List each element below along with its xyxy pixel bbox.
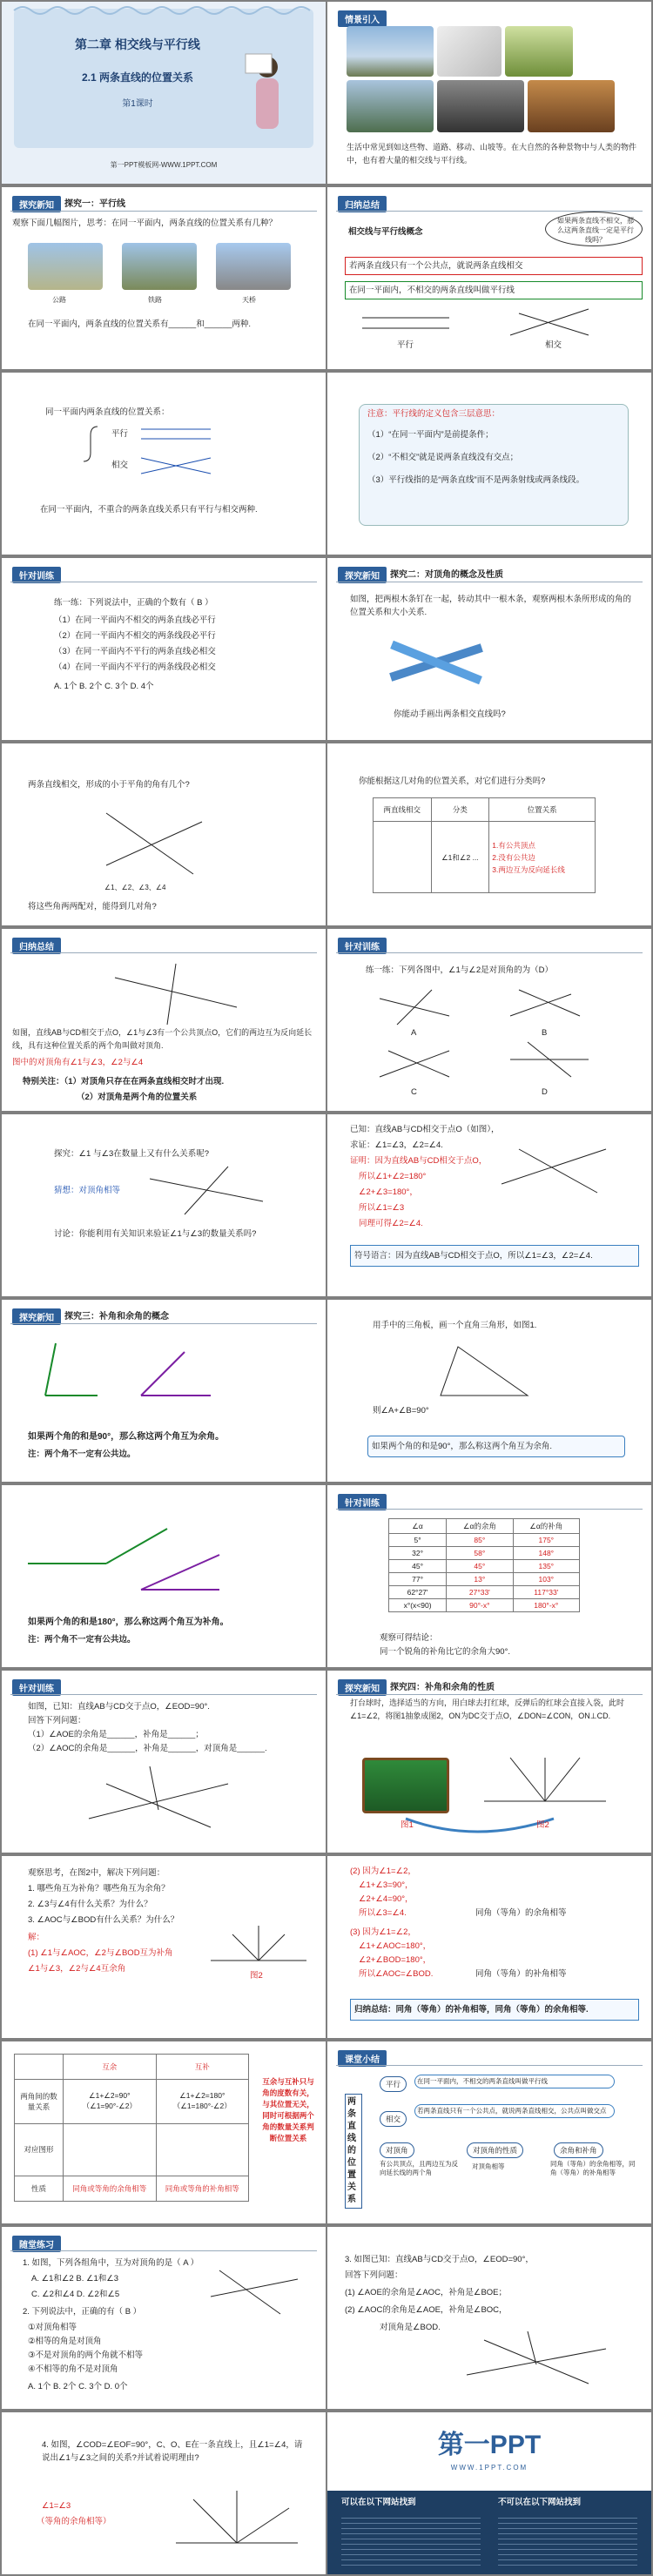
note-box: [359, 404, 629, 526]
vertical-definition: 如图，直线AB与CD相交于点O，∠1与∠3有一个公共顶点O，它们的两边互为反向延长线，具有这种位置关系的两个角叫做对顶角.: [12, 1028, 313, 1050]
ex4-answer: ∠1=∠3: [42, 2501, 71, 2511]
classify-table: [373, 797, 596, 893]
reason-1: (2) 因为∠1=∠2，: [350, 1866, 416, 1876]
table-cell: 117°33': [513, 1586, 579, 1599]
table-cell: 90°-x°: [447, 1599, 513, 1612]
ex3-a3: 对顶角是∠BOD.: [380, 2323, 441, 2332]
table-cell: 5°: [389, 1534, 447, 1547]
supplementary-definition: 如果两个角的和是180°，那么称这两个角互为补角。: [28, 1618, 229, 1627]
found-heading: 可以在以下网站找到: [341, 2498, 416, 2507]
supp-eq2: （∠1=180°-∠2）: [172, 2102, 232, 2111]
slide-position-relation: [2, 373, 326, 555]
ex4-figure: [2, 2412, 326, 2574]
section-tag: 归纳总结: [338, 196, 387, 212]
option-figures: [327, 929, 651, 1111]
relation-conclusion: 在同一平面内，不重合的两条直线关系只有平行与相交两种.: [40, 505, 258, 515]
slide-angle-pairs: [2, 743, 326, 925]
comp-eq: ∠1+∠2=90°: [89, 2091, 131, 2101]
table-header-cell: ∠α的补角: [513, 1519, 579, 1534]
observe-figure: [2, 1856, 326, 2038]
table-cell: 135°: [513, 1560, 579, 1573]
item-parallel: 平行: [111, 429, 129, 439]
fig-label-c: C: [411, 1087, 417, 1097]
draw-question: 你能动手画出两条相交直线吗?: [394, 710, 506, 719]
table-cell: 85°: [447, 1534, 513, 1547]
section-tag: 探究新知: [338, 567, 387, 583]
definition-intersect: 若两条直线只有一个公共点，就说两条直线相交: [345, 257, 643, 275]
observe-q1: 1. 哪些角互为补角？哪些角互为余角？: [28, 1884, 170, 1893]
ex2-s4: ④不相等的角不是对顶角: [28, 2364, 118, 2374]
node-vertical: 对顶角: [380, 2142, 414, 2158]
fig-label-d: D: [542, 1087, 548, 1097]
label-road: 公路: [52, 296, 66, 304]
ex2-s2: ②相等的角是对顶角: [28, 2337, 102, 2346]
site-label: 第一PPT模板网-WWW.1PPT.COM: [110, 161, 218, 169]
classify-question: 你能根据这几对角的位置关系，对它们进行分类吗?: [359, 777, 546, 786]
slide-triangle: [327, 1300, 651, 1482]
option-2: （2）在同一平面内不相交的两条线段必平行: [54, 631, 216, 641]
comp-eq2: （∠1=90°-∠2）: [82, 2102, 137, 2111]
note-title: 注意：平行线的定义包含三层意思：: [367, 409, 501, 419]
table-cell: x°(x<90): [389, 1599, 447, 1612]
triangle-box: 如果两个角的和是90°，那么称这两个角互为余角.: [367, 1436, 625, 1457]
node-comp-supp-desc: 同角（等角）的余角相等，同角（等角）的补角相等: [550, 2160, 636, 2176]
fig-label-a: A: [411, 1028, 417, 1038]
node-vertical-desc: 有公共顶点，且两边互为反向延长线的两个角: [380, 2160, 458, 2176]
complement-table: [388, 1518, 580, 1612]
option-3: （3）在同一平面内不平行的两条直线必相交: [54, 647, 216, 656]
slide-concepts: [327, 187, 651, 369]
option-4: （4）在同一平面内不平行的两条线段必相交: [54, 662, 216, 672]
node-parallel-desc: 在同一平面内，不相交的两条直线叫做平行线: [414, 2075, 615, 2088]
conclusion-label: 观察可得结论：: [380, 1633, 438, 1643]
section-title: 2.1 两条直线的位置关系: [81, 71, 194, 84]
chess-photo: [528, 80, 615, 132]
ex2-question: 2. 下列说法中，正确的有（ B ）: [23, 2307, 142, 2317]
notfound-heading: 不可以在以下网站找到: [498, 2498, 582, 2507]
vertical-pairs: 图中的对顶角有∠1与∠3，∠2与∠4: [12, 1058, 144, 1067]
guess-figure: [2, 1114, 326, 1296]
table-cell: 32°: [389, 1547, 447, 1560]
supp-property: 同角或等角的补角相等: [156, 2176, 249, 2201]
slide-observe: [2, 1856, 326, 2038]
guess: 猜想：对顶角相等: [54, 1186, 121, 1195]
fig2-label: 图2: [536, 1820, 549, 1830]
fig-label-b: B: [542, 1028, 548, 1038]
choices: A. 1个 B. 2个 C. 3个 D. 4个: [54, 682, 154, 691]
definition-parallel: 在同一平面内，不相交的两条直线叫做平行线: [345, 281, 643, 299]
proof-5: 同理可得∠2=∠4.: [359, 1219, 423, 1228]
node-comp-supp: 余角和补角: [554, 2142, 603, 2158]
table-row: [389, 1560, 580, 1573]
road-photo: [437, 80, 524, 132]
logo: 第一PPT: [437, 2431, 542, 2459]
bubble-text: 如果两条直线不相交，那么这两条直线一定是平行线吗？: [557, 217, 634, 244]
proof-2: 所以∠1+∠2=180°: [359, 1172, 427, 1181]
proof-1: 证明：因为直线AB与CD相交于点O，: [350, 1156, 488, 1166]
slide-explore-parallel: [2, 187, 326, 369]
ex3-figure: [327, 2227, 651, 2409]
section-tag: 课堂小结: [338, 2050, 387, 2067]
observe-fig-label: 图2: [250, 1971, 263, 1981]
table-cell: 27°33': [447, 1586, 513, 1599]
grid-photo: [347, 80, 434, 132]
road-image: [28, 243, 103, 290]
observe-q2: 2. ∠3与∠4有什么关系？为什么？: [28, 1900, 152, 1909]
explore-question: 探究：∠1 与∠3在数量上又有什么关系呢?: [54, 1149, 210, 1159]
eod-figure: [2, 1671, 326, 1853]
table-cell: 103°: [513, 1573, 579, 1586]
table-cell: 58°: [447, 1547, 513, 1560]
table-header-cell: ∠α的余角: [447, 1519, 513, 1534]
summary-box: 归纳总结：同角（等角）的补角相等，同角（等角）的余角相等.: [350, 1999, 639, 2021]
slide-practice-3: [2, 1671, 326, 1853]
section-tag: 针对训练: [12, 567, 61, 583]
table-row: [389, 1599, 580, 1612]
special-note-1: 特别关注：（1）对顶角只存在在两条直线相交时才出现.: [23, 1077, 225, 1086]
table-header-cell: ∠α: [389, 1519, 447, 1534]
th-complementary: 互余: [64, 2055, 157, 2080]
overpass-image: [216, 243, 291, 290]
reason-3: ∠2+∠4=90°，: [359, 1894, 414, 1904]
reason-7: ∠1+∠AOC=180°，: [359, 1941, 432, 1951]
practice-q2: 回答下列问题：: [28, 1716, 86, 1725]
explore-title: 探究四：补角和余角的性质: [390, 1683, 495, 1692]
reason-5: 同角（等角）的余角相等: [475, 1908, 567, 1918]
label-parallel: 平行: [397, 340, 414, 350]
period-label: 第1课时: [122, 99, 153, 109]
ex1-question: 1. 如图，下列各组角中，互为对顶角的是（ A ）: [23, 2258, 199, 2268]
reason-8: ∠2+∠BOD=180°，: [359, 1955, 432, 1965]
logo-url: WWW.1PPT.COM: [450, 2464, 528, 2472]
solution-1: (1) ∠1与∠AOC，∠2与∠BOD互为补角: [28, 1948, 173, 1958]
ex2-choices: A. 1个 B. 2个 C. 3个 D. 0个: [28, 2382, 128, 2391]
proof-3: ∠2+∠3=180°，: [359, 1187, 418, 1197]
pairs-answer: 将这些角两两配对，能得到几对角?: [28, 902, 157, 911]
billiards-text: 打台球时，选择适当的方向，用白球去打红球，反弹后的红球会直接入袋，此时∠1=∠2，将图1抽象成图2，ON为DC交于点O，∠DON=∠CON，ON⊥CD.: [350, 1698, 625, 1720]
practice-question: 如图，已知：直线AB与CD交于点O，∠EOD=90°.: [28, 1702, 210, 1712]
table-cell: 45°: [447, 1560, 513, 1573]
supplementary-note: 注：两个角不一定有公共边。: [28, 1635, 136, 1644]
label-intersect: 相交: [545, 340, 562, 350]
th-supplementary: 互补: [156, 2055, 249, 2080]
td-common-vertex: 1.有公共顶点: [492, 840, 535, 850]
slide-billiards: [327, 1671, 651, 1853]
question: 观察下面几幅图片，思考：在同一平面内，两条直线的位置关系有几种？: [12, 219, 278, 228]
item-intersect: 相交: [111, 461, 129, 470]
observe-title: 观察思考，在图2中，解决下列问题：: [28, 1868, 165, 1878]
explore-title: 探究一：平行线: [64, 199, 125, 209]
label-overpass: 天桥: [242, 296, 256, 304]
summary-center: 两条直线的位置关系: [345, 2094, 362, 2209]
prove: 求证：∠1=∠3，∠2=∠4.: [350, 1140, 443, 1150]
table-cell: 77°: [389, 1573, 447, 1586]
table-cell: 45°: [389, 1560, 447, 1573]
table-cell: 62°27': [389, 1586, 447, 1599]
td-pairs: ∠1和∠2 ...: [431, 822, 489, 893]
table-row: [389, 1586, 580, 1599]
relation-intro: 同一平面内两条直线的位置关系：: [45, 407, 170, 417]
ex3-question: 3. 如图已知：直线AB与CD交于点O，∠EOD=90°，: [345, 2255, 534, 2264]
table-row: [389, 1534, 580, 1547]
section-tag: 随堂练习: [12, 2236, 61, 2252]
slide-exercise-3: [2, 2412, 326, 2574]
table-row: [389, 1547, 580, 1560]
ex3-q2: 回答下列问题：: [345, 2270, 403, 2280]
section-tag: 情景引入: [338, 10, 387, 27]
conclusion: 同一个锐角的补角比它的余角大90°.: [380, 1647, 511, 1657]
rail-image: [122, 243, 197, 290]
slide-ad: [327, 2412, 651, 2574]
triangle-sum: 则∠A+∠B=90°: [373, 1406, 429, 1416]
ex1-options-1: A. ∠1和∠2 B. ∠1和∠3: [31, 2274, 119, 2283]
link-list-left: [341, 2513, 481, 2567]
reason-10: 同角（等角）的补角相等: [475, 1969, 567, 1979]
slide-practice-2: [327, 929, 651, 1111]
slide-comparison: [2, 2041, 326, 2223]
row-property: 性质: [15, 2176, 64, 2201]
ex2-s1: ①对顶角相等: [28, 2323, 77, 2332]
ex4-reason: （等角的余角相等）: [37, 2517, 111, 2526]
slide-angle-table: [327, 1485, 651, 1667]
symbol-language: 符号语言：因为直线AB与CD相交于点O，所以∠1=∠3，∠2=∠4.: [350, 1245, 639, 1267]
slide-proof: [327, 1114, 651, 1296]
scissors-photo: [437, 26, 502, 77]
angle-list: ∠1、∠2、∠3、∠4: [104, 884, 166, 891]
note-2: （2）“不相交”就是说两条直线没有交点；: [367, 453, 519, 462]
practice-question: 练一练：下列各图中，∠1与∠2是对顶角的为（D）: [366, 965, 553, 975]
ex1-figure: [2, 2227, 326, 2409]
slide-notes: [327, 373, 651, 555]
slide-complementary: [2, 1300, 326, 1482]
billiards-figure: [327, 1671, 651, 1853]
complementary-definition: 如果两个角的和是90°，那么称这两个角互为余角。: [28, 1432, 225, 1442]
bridge-photo: [347, 26, 434, 77]
special-note-2: （2）对顶角是两个角的位置关系: [77, 1093, 198, 1102]
ex4-question: 4. 如图，∠COD=∠EOF=90°，C、O、E在一条直线上，且∠1=∠4，请说出∠1与∠3之间的关系?并试着说明理由?: [42, 2440, 303, 2463]
complementary-note: 注：两个角不一定有公共边。: [28, 1449, 136, 1459]
node-parallel: 平行: [380, 2076, 407, 2092]
node-intersect: 相交: [380, 2111, 407, 2127]
th-position: 位置关系: [489, 798, 596, 822]
table-cell: 148°: [513, 1547, 579, 1560]
section-tag: 探究新知: [12, 196, 61, 212]
node-vertical-property: 对顶角的性质: [467, 2142, 523, 2158]
link-list-right: [498, 2513, 637, 2567]
relation-figure: [2, 373, 326, 555]
slide-supplementary: [2, 1485, 326, 1667]
label-rail: 铁路: [148, 296, 162, 304]
reason-6: (3) 因为∠1=∠2，: [350, 1927, 416, 1937]
slide-exercise-1: [2, 2227, 326, 2409]
answer-1: （1）∠AOE的余角是______，补角是______；: [28, 1730, 204, 1739]
section-tag: 探究新知: [338, 1679, 387, 1696]
comparison-table: [14, 2054, 249, 2202]
concept-title: 相交线与平行线概念: [348, 227, 423, 237]
slide-classify: [327, 743, 651, 925]
explore-title: 探究二：对顶角的概念及性质: [390, 570, 503, 580]
slide-vertical-angles: [327, 558, 651, 740]
node-vertical-property-desc: 对顶角相等: [472, 2162, 505, 2170]
title-decoration: [2, 2, 326, 184]
ex1-options-2: C. ∠2和∠4 D. ∠2和∠5: [31, 2290, 120, 2299]
note-3: （3）平行线指的是“两条直线”而不是两条射线或两条线段。: [367, 475, 585, 485]
stick-text: 如图，把两根木条钉在一起，转动其中一根木条，观察两根木条所形成的角的位置关系和大小关系.: [350, 595, 632, 617]
fig1-label: 图1: [401, 1820, 414, 1830]
section-tag: 针对训练: [338, 938, 387, 954]
intersect-angles-figure: [2, 743, 326, 925]
side-note: 互余与互补只与角的度数有关，与其位置无关，同时可根据两个角的数量关系判断位置关系: [262, 2077, 314, 2142]
scene-text: 生活中常见到如这些物、道路、移动、山坡等。在大自然的各种景物中与人类的物件中，也有着大量的相交线与平行线。: [347, 143, 637, 165]
table-cell: 175°: [513, 1534, 579, 1547]
reason-9: 所以∠AOC=∠BOD.: [359, 1969, 434, 1979]
slide-title: [2, 2, 326, 184]
slide-summary: [327, 2041, 651, 2223]
reason-4: 所以∠3=∠4.: [359, 1908, 407, 1918]
td-no-common-side: 2.没有公共边: [492, 852, 535, 862]
comp-property: 同角或等角的余角相等: [64, 2176, 157, 2201]
row-figure: 对应图形: [15, 2123, 64, 2176]
section-tag: 探究新知: [12, 1308, 61, 1325]
th-intersect: 两直线相交: [374, 798, 432, 822]
slide-scene: [327, 2, 651, 184]
practice-question: 练一练：下列说法中，正确的个数有（ B ）: [54, 598, 213, 608]
slide-observe-answers: [327, 1856, 651, 2038]
slide-exercise-2: [327, 2227, 651, 2409]
table-row: [389, 1573, 580, 1586]
field-photo: [505, 26, 573, 77]
explore-title: 探究三：补角和余角的概念: [64, 1312, 169, 1322]
blank-statement: 在同一平面内，两条直线的位置关系有______和______两种.: [28, 319, 252, 329]
section-tag: 归纳总结: [12, 938, 61, 954]
parallel-intersect-figure: [327, 187, 651, 369]
ex3-a1: (1) ∠AOE的余角是∠AOC，补角是∠BOE；: [345, 2288, 508, 2297]
reason-2: ∠1+∠3=90°，: [359, 1880, 414, 1890]
proof-4: 所以∠1=∠3: [359, 1203, 405, 1213]
discussion: 讨论：你能利用有关知识来验证∠1与∠3的数量关系吗?: [54, 1229, 257, 1239]
ex3-a2: (2) ∠AOC的余角是∠AOE，补角是∠BOC，: [345, 2305, 508, 2315]
td-reverse-extension: 3.两边互为反向延长线: [492, 864, 565, 874]
row-quantity: 两角间的数量关系: [15, 2080, 64, 2123]
section-tag: 针对训练: [338, 1494, 387, 1510]
solution-label: 解：: [28, 1933, 45, 1942]
table-cell: 13°: [447, 1573, 513, 1586]
th-class: 分类: [431, 798, 489, 822]
observe-q3: 3. ∠AOC与∠BOD有什么关系？为什么？: [28, 1915, 179, 1925]
node-intersect-desc: 若两条直线只有一个公共点，就说两条直线相交，公共点叫做交点: [414, 2104, 615, 2118]
proof-figure: [327, 1114, 651, 1296]
answer-2: （2）∠AOC的余角是______，补角是______，对顶角是______.: [28, 1744, 267, 1753]
chapter-title: 第二章 相交线与平行线: [75, 37, 200, 51]
pairs-question: 两条直线相交，形成的小于平角的角有几个?: [28, 780, 190, 790]
ex2-s3: ③不是对顶角的两个角就不相等: [28, 2351, 144, 2360]
slide-practice-1: [2, 558, 326, 740]
triangle-text: 用手中的三角板，画一个直角三角形，如图1.: [373, 1321, 537, 1330]
table-cell: 180°-x°: [513, 1599, 579, 1612]
slide-explore-relation: [2, 1114, 326, 1296]
given: 已知：直线AB与CD相交于点O（如图），: [350, 1125, 500, 1134]
note-1: （1）“在同一平面内”是前提条件；: [367, 430, 494, 440]
slide-vertical-def: [2, 929, 326, 1111]
solution-2: ∠1与∠3，∠2与∠4互余角: [28, 1964, 126, 1974]
supp-eq: ∠1+∠2=180°: [179, 2091, 226, 2101]
option-1: （1）在同一平面内不相交的两条直线必平行: [54, 615, 216, 625]
section-tag: 针对训练: [12, 1679, 61, 1696]
